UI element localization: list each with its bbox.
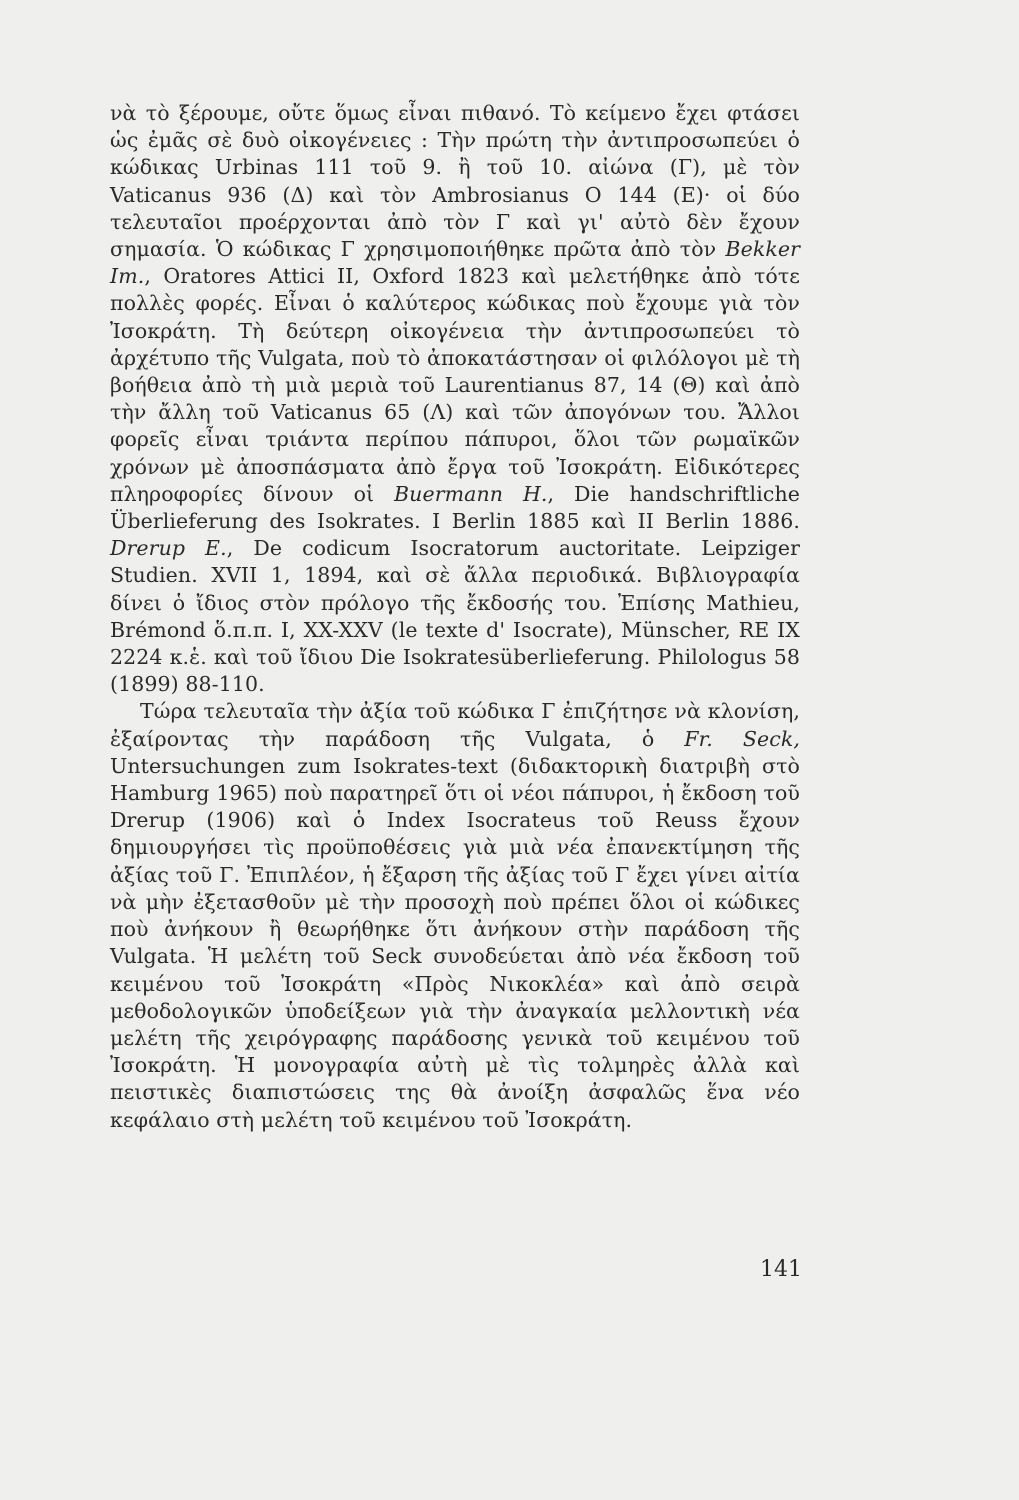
p1-text-4: , De codicum Isocratorum auctoritate. Leipziger Studien. XVII 1, 1894, καὶ σὲ ἄλλα περιοδικά. Βιβλιογραφία δίνει ὁ ἴδιος στὸν πρόλογο τῆς ἔκδοσής του. Ἐπίσης Mathieu, Brémond ὅ.π.π. I, XX-XXV (le texte d' Isocrate), Münscher, RE IX 2224 κ.ἑ. καὶ τοῦ ἴδιου Die Isokratesüberlieferung. Philologus 58 (1899) 88-110. xyxy=(110,536,801,697)
paragraph-2 xyxy=(110,698,800,1133)
p2-text-2: Untersuchungen zum Isokrates-text (διδακτορικὴ διατριβὴ στὸ Hamburg 1965) ποὺ παρατηρεῖ ὅτι οἱ νέοι πάπυροι, ἡ ἔκδοση τοῦ Drerup (1906) καὶ ὁ Index Isocrateus τοῦ Reuss ἔχουν δημιουργήσει τὶς προϋποθέσεις γιὰ μιὰ νέα ἐπανεκτίμηση τῆς ἀξίας τοῦ Γ. Ἐπιπλέον, ἡ ἔξαρση τῆς ἀξίας τοῦ Γ ἔχει γίνει αἰτία νὰ μὴν ἐξετασθοῦν μὲ τὴν προσοχὴ ποὺ πρέπει ὅλοι οἱ κώδικες ποὺ ἀνήκουν ἢ θεωρήθηκε ὅτι ἀνήκουν στὴν παράδοση τῆς Vulgata. Ἡ μελέτη τοῦ Seck συνοδεύεται ἀπὸ νέα ἔκδοση τοῦ κειμένου τοῦ Ἰσοκράτη «Πρὸς Νικοκλέα» καὶ ἀπὸ σειρὰ μεθοδολογικῶν ὑποδείξεων γιὰ τὴν ἀναγκαία μελλοντικὴ νέα μελέτη τῆς χειρόγραφης παράδοσης γενικὰ τοῦ κειμένου τοῦ Ἰσοκράτη. Ἡ μονογραφία αὐτὴ μὲ τὶς τολμηρὲς ἀλλὰ καὶ πειστικὲς διαπιστώσεις της θὰ ἀνοίξη ἀσφαλῶς ἕνα νέο κεφάλαιο στὴ μελέτη τοῦ κειμένου τοῦ Ἰσοκράτη. xyxy=(110,753,800,1132)
p1-author-bekker: Bekker Im. xyxy=(110,237,800,289)
p1-author-drerup: Drerup E. xyxy=(110,536,227,561)
p1-text-1: νὰ τὸ ξέρουμε, οὔτε ὅμως εἶναι πιθανό. Τὸ κείμενο ἔχει φτάσει ὡς ἐμᾶς σὲ δυὸ οἰκογένειες : Τὴν πρώτη τὴν ἀντιπροσωπεύει ὁ κώδικας Urbinas 111 τοῦ 9. ἢ τοῦ 10. αἰώνα (Γ), μὲ τὸν Vaticanus 936 (Δ) καὶ τὸν Ambrosianus O 144 (E)· οἱ δύο τελευταῖοι προέρχονται ἀπὸ τὸν Γ καὶ γι' αὐτὸ δὲν ἔχουν σημασία. Ὁ κώδικας Γ χρησιμοποιήθηκε πρῶτα ἀπὸ τὸν xyxy=(110,101,800,262)
p2-text-1: Τώρα τελευταῖα τὴν ἀξία τοῦ κώδικα Γ ἐπιζήτησε νὰ κλονίση, ἐξαίροντας τὴν παράδοση τῆς Vulgata, ὁ xyxy=(110,699,800,751)
body-text xyxy=(110,100,800,1134)
page-number: 141 xyxy=(760,1257,802,1282)
p2-author-seck: Fr. Seck, xyxy=(684,726,800,751)
p1-text-2: , Oratores Attici II, Oxford 1823 καὶ μελετήθηκε ἀπὸ τότε πολλὲς φορές. Εἶναι ὁ καλύτερος κώδικας ποὺ ἔχουμε γιὰ τὸν Ἰσοκράτη. Τὴ δεύτερη οἰκογένεια τὴν ἀντιπροσωπεύει τὸ ἀρχέτυπο τῆς Vulgata, ποὺ τὸ ἀποκατάστησαν οἱ φιλόλογοι μὲ τὴ βοήθεια ἀπὸ τὴ μιὰ μεριὰ τοῦ Laurentianus 87, 14 (Θ) καὶ ἀπὸ τὴν ἄλλη τοῦ Vaticanus 65 (Λ) καὶ τῶν ἀπογόνων του. Ἄλλοι φορεῖς εἶναι τριάντα περίπου πάπυροι, ὅλοι τῶν ρωμαϊκῶν χρόνων μὲ ἀποσπάσματα ἀπὸ ἔργα τοῦ Ἰσοκράτη. Εἰδικότερες πληροφορίες δίνουν οἱ xyxy=(110,264,800,506)
p1-text-3: , Die handschriftliche Überlieferung des Isokrates. I Berlin 1885 καὶ II Berlin 1886. xyxy=(110,481,800,534)
p1-author-buermann: Buermann H. xyxy=(394,481,548,506)
paragraph-1 xyxy=(110,100,800,698)
